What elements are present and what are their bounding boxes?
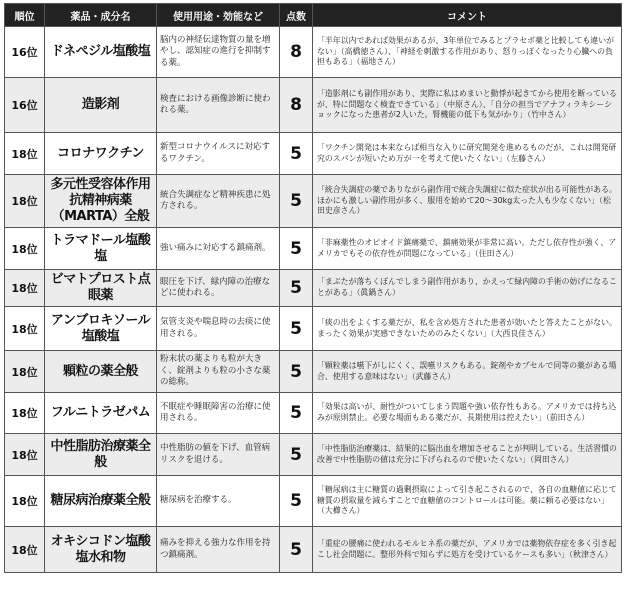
use-cell: 粉末状の薬よりも粒が大きく、錠剤よりも粒の小さな薬の総称。 — [157, 351, 280, 393]
table-row — [5, 27, 622, 78]
rank-cell: 18位 — [5, 307, 45, 351]
rank-cell: 18位 — [5, 351, 45, 393]
comment-cell: 「ワクチン開発は本来ならば相当な入りに研究開発を進めるものだが、これは開発研究のスパンが短いため万が一を考えて使いたくない」（左藤さん） — [313, 133, 622, 175]
header-points: 点数 — [280, 4, 313, 27]
table-row — [5, 351, 622, 393]
use-cell: 統合失調症など精神疾患に処方される。 — [157, 175, 280, 228]
table-row — [5, 307, 622, 351]
drug-name-cell: 顆粒の薬全般 — [45, 351, 157, 393]
drug-name-cell: 糖尿病治療薬全般 — [45, 476, 157, 527]
drug-name-cell: コロナワクチン — [45, 133, 157, 175]
rank-cell: 18位 — [5, 434, 45, 476]
table-header-row — [5, 4, 622, 27]
points-cell: 5 — [280, 307, 313, 351]
table-row — [5, 434, 622, 476]
comment-cell: 「顆粒薬は嚥下がしにくく、誤嚥リスクもある。錠剤やカプセルで同等の薬がある場合、使用する意味はない」（武藤さん） — [313, 351, 622, 393]
use-cell: 不眠症や睡眠障害の治療に使用される。 — [157, 393, 280, 434]
points-cell: 5 — [280, 476, 313, 527]
comment-cell: 「非麻薬性のオピオイド鎮痛薬で、鎮痛効果が非常に高い。ただし依存性が強く、アメリカでもその依存性が問題になっている」（住田さん） — [313, 228, 622, 270]
table-row — [5, 527, 622, 573]
points-cell: 5 — [280, 434, 313, 476]
drug-name-cell: 中性脂肪治療薬全般 — [45, 434, 157, 476]
drug-name-cell: アンブロキソール塩酸塩 — [45, 307, 157, 351]
drug-name-cell: 多元性受容体作用抗精神病薬（MARTA）全般 — [45, 175, 157, 228]
points-cell: 5 — [280, 351, 313, 393]
points-cell: 5 — [280, 527, 313, 573]
comment-cell: 「中性脂肪治療薬は、結果的に脳出血を増加させることが判明している。生活習慣の改善で中性脂肪の値は充分に下げられるので使いたくない」（岡田さん） — [313, 434, 622, 476]
drug-name-cell: フルニトラゼパム — [45, 393, 157, 434]
use-cell: 脳内の神経伝達物質の量を増やし、認知症の進行を抑制する薬。 — [157, 27, 280, 78]
points-cell: 5 — [280, 393, 313, 434]
comment-cell: 「糖尿病は主に糖質の過剰摂取によって引き起こされるので、各自の血糖値に応じて糖質の摂取量を減らすことで血糖値のコントロールは可能。薬に頼る必要はない」（大櫛さん） — [313, 476, 622, 527]
use-cell: 眼圧を下げ、緑内障の治療などに使われる。 — [157, 270, 280, 307]
comment-cell: 「統合失調症の薬でありながら副作用で統合失調症に似た症状が出る可能性がある。ほかにも激しい副作用が多く、服用を始めて20～30kg太った人も少なくない」（松田史彦さん） — [313, 175, 622, 228]
comment-cell: 「効果は高いが、耐性がついてしまう問題や強い依存性もある。アメリカでは持ち込みが原則禁止。必要な場面もある薬だが、長期使用は控えたい」（前田さん） — [313, 393, 622, 434]
rank-cell: 18位 — [5, 133, 45, 175]
comment-cell: 「造影剤にも副作用があり、実際に私はめまいと動悸が起きてから使用を断っているが、特に問題なく検査できている」（中原さん）、「自分の担当でアナフィラキシーショックになった患者が2人いた。腎機能の低下も気がかり」（竹中さん） — [313, 78, 622, 133]
table-row — [5, 175, 622, 228]
table-row — [5, 476, 622, 527]
rank-cell: 18位 — [5, 175, 45, 228]
points-cell: 8 — [280, 27, 313, 78]
table-row — [5, 228, 622, 270]
rank-cell: 18位 — [5, 228, 45, 270]
use-cell: 糖尿病を治療する。 — [157, 476, 280, 527]
table-row — [5, 133, 622, 175]
use-cell: 気管支炎や喘息時の去痰に使用される。 — [157, 307, 280, 351]
table-row — [5, 78, 622, 133]
drug-name-cell: オキシコドン塩酸塩水和物 — [45, 527, 157, 573]
header-use: 使用用途・効能など — [157, 4, 280, 27]
points-cell: 5 — [280, 133, 313, 175]
rank-cell: 16位 — [5, 27, 45, 78]
rank-cell: 18位 — [5, 527, 45, 573]
use-cell: 検査における画像診断に使われる薬。 — [157, 78, 280, 133]
table-row — [5, 270, 622, 307]
drug-name-cell: トラマドール塩酸塩 — [45, 228, 157, 270]
use-cell: 痛みを抑える強力な作用を持つ鎮痛剤。 — [157, 527, 280, 573]
comment-cell: 「半年以内であれば効果があるが、3年単位でみるとプラセボ薬と比較しても違いがない」（高橋徳さん）、「神経を刺激する作用があり、怒りっぽくなったり心臓への負担もある」（福地さん） — [313, 27, 622, 78]
header-comment: コメント — [313, 4, 622, 27]
header-drug: 薬品・成分名 — [45, 4, 157, 27]
rank-cell: 16位 — [5, 78, 45, 133]
header-rank: 順位 — [5, 4, 45, 27]
drug-ranking-table — [4, 3, 622, 573]
comment-cell: 「重症の腰痛に使われるモルヒネ系の薬だが、アメリカでは薬物依存症を多く引き起こし社会問題に。整形外科で知らずに処方を受けているケースも多い」（秋津さん） — [313, 527, 622, 573]
comment-cell: 「まぶたが落ちくぼんでしまう副作用があり、かえって緑内障の手術の妨げになることがある」（眞鍋さん） — [313, 270, 622, 307]
points-cell: 5 — [280, 228, 313, 270]
comment-cell: 「痰の出をよくする薬だが、私を含め処方された患者が効いたと答えたことがない。まったく効果が実感できないためのみたくない」（大西良佳さん） — [313, 307, 622, 351]
use-cell: 中性脂肪の値を下げ、血管病リスクを退ける。 — [157, 434, 280, 476]
table-row — [5, 393, 622, 434]
use-cell: 新型コロナウイルスに対応するワクチン。 — [157, 133, 280, 175]
drug-name-cell: 造影剤 — [45, 78, 157, 133]
use-cell: 強い痛みに対応する鎮痛剤。 — [157, 228, 280, 270]
drug-name-cell: ドネペジル塩酸塩 — [45, 27, 157, 78]
ranking-sheet — [4, 3, 621, 573]
rank-cell: 18位 — [5, 270, 45, 307]
rank-cell: 18位 — [5, 393, 45, 434]
points-cell: 5 — [280, 175, 313, 228]
points-cell: 5 — [280, 270, 313, 307]
drug-name-cell: ビマトプロスト点眼薬 — [45, 270, 157, 307]
rank-cell: 18位 — [5, 476, 45, 527]
points-cell: 8 — [280, 78, 313, 133]
